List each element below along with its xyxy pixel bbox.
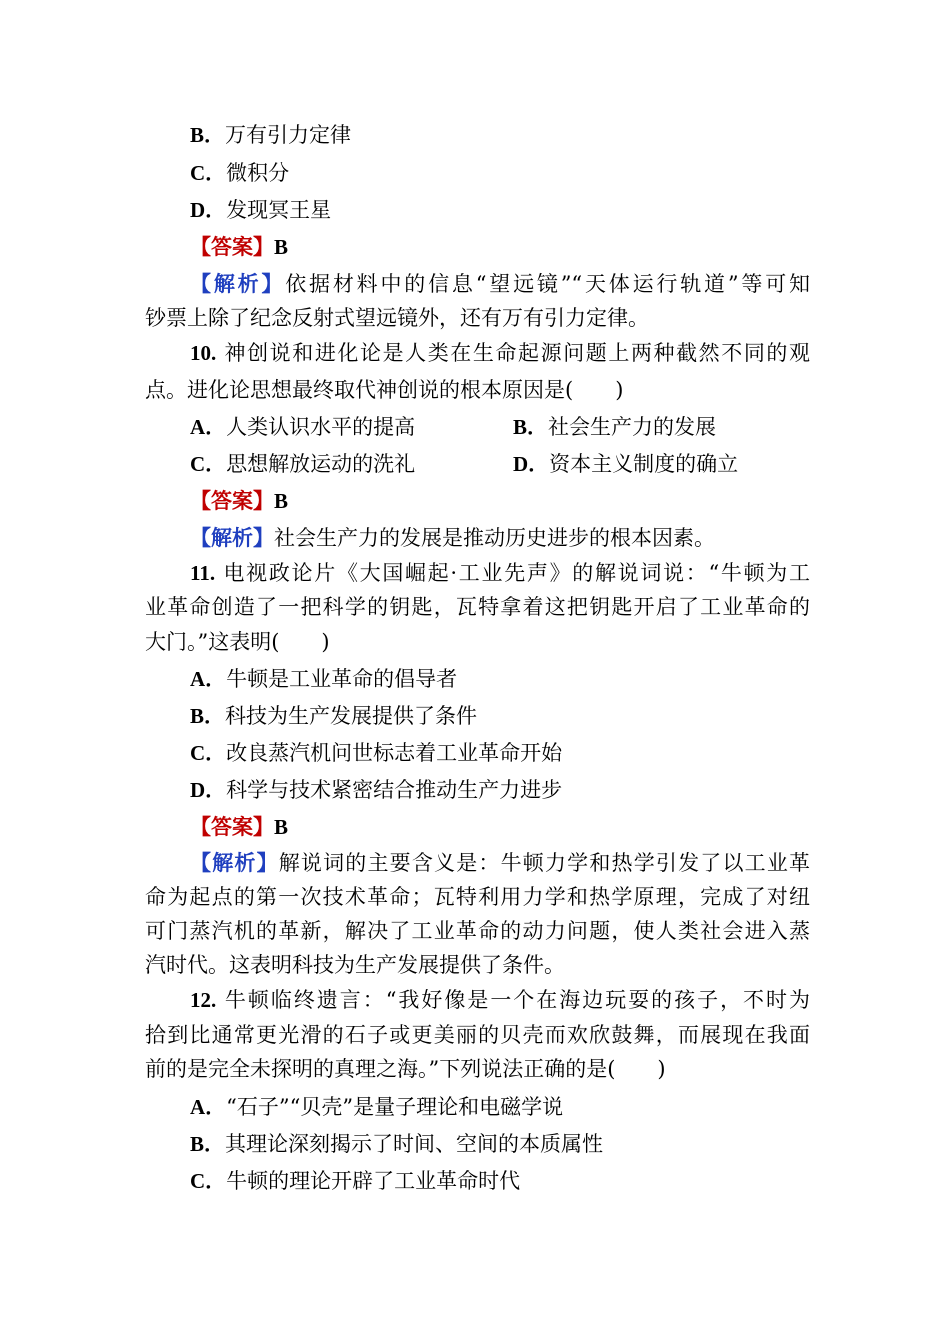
q11-option-b: B．科技为生产发展提供了条件 — [190, 704, 478, 728]
q9-analysis-line1: 【解析】依据材料中的信息“望远镜”“天体运行轨道”等可知 — [190, 271, 811, 296]
q11-answer: 【答案】B — [190, 814, 289, 839]
q11-option-c: C．改良蒸汽机问世标志着工业革命开始 — [190, 741, 563, 765]
q11-analysis-line4: 汽时代。这表明科技为生产发展提供了条件。 — [145, 953, 565, 977]
q9-option-b: B．万有引力定律 — [190, 123, 352, 147]
q10-stem-line2: 点。进化论思想最终取代神创说的根本原因是( ) — [145, 378, 624, 402]
q10-answer: 【答案】B — [190, 488, 289, 513]
q12-option-a: A．“石子”“贝壳”是量子理论和电磁学说 — [190, 1095, 564, 1119]
q12-stem-line2: 拾到比通常更光滑的石子或更美丽的贝壳而欢欣鼓舞，而展现在我面 — [145, 1023, 810, 1047]
q12-option-c: C．牛顿的理论开辟了工业革命时代 — [190, 1169, 521, 1193]
q9-option-c: C．微积分 — [190, 161, 290, 185]
q10-option-a: A．人类认识水平的提高 — [190, 415, 416, 439]
q11-analysis-line2: 命为起点的第一次技术革命；瓦特利用力学和热学原理，完成了对纽 — [145, 885, 810, 909]
q10-option-d: D．资本主义制度的确立 — [513, 452, 739, 476]
q11-stem-line3: 大门。”这表明( ) — [145, 630, 330, 654]
q12-stem-line1: 12. 牛顿临终遗言：“我好像是一个在海边玩耍的孩子，不时为 — [190, 988, 810, 1012]
q11-analysis-line1: 【解析】解说词的主要含义是：牛顿力学和热学引发了以工业革 — [190, 850, 811, 875]
q10-analysis: 【解析】社会生产力的发展是推动历史进步的根本因素。 — [190, 525, 715, 550]
q9-answer: 【答案】B — [190, 234, 289, 259]
q11-stem-line2: 业革命创造了一把科学的钥匙，瓦特拿着这把钥匙开启了工业革命的 — [145, 595, 810, 619]
q11-analysis-line3: 可门蒸汽机的革新，解决了工业革命的动力问题，使人类社会进入蒸 — [145, 919, 810, 943]
q9-option-d: D．发现冥王星 — [190, 198, 332, 222]
q10-option-b: B．社会生产力的发展 — [513, 415, 717, 439]
q11-stem-line1: 11. 电视政论片《大国崛起·工业先声》的解说词说：“牛顿为工 — [190, 561, 810, 585]
q9-analysis-line2: 钞票上除了纪念反射式望远镜外，还有万有引力定律。 — [145, 306, 649, 330]
q10-stem-line1: 10. 神创说和进化论是人类在生命起源问题上两种截然不同的观 — [190, 341, 810, 365]
q10-option-c: C．思想解放运动的洗礼 — [190, 452, 416, 476]
q11-option-a: A．牛顿是工业革命的倡导者 — [190, 667, 458, 691]
q11-option-d: D．科学与技术紧密结合推动生产力进步 — [190, 778, 563, 802]
q12-stem-line3: 前的是完全未探明的真理之海。”下列说法正确的是( ) — [145, 1057, 666, 1081]
q12-option-b: B．其理论深刻揭示了时间、空间的本质属性 — [190, 1132, 604, 1156]
